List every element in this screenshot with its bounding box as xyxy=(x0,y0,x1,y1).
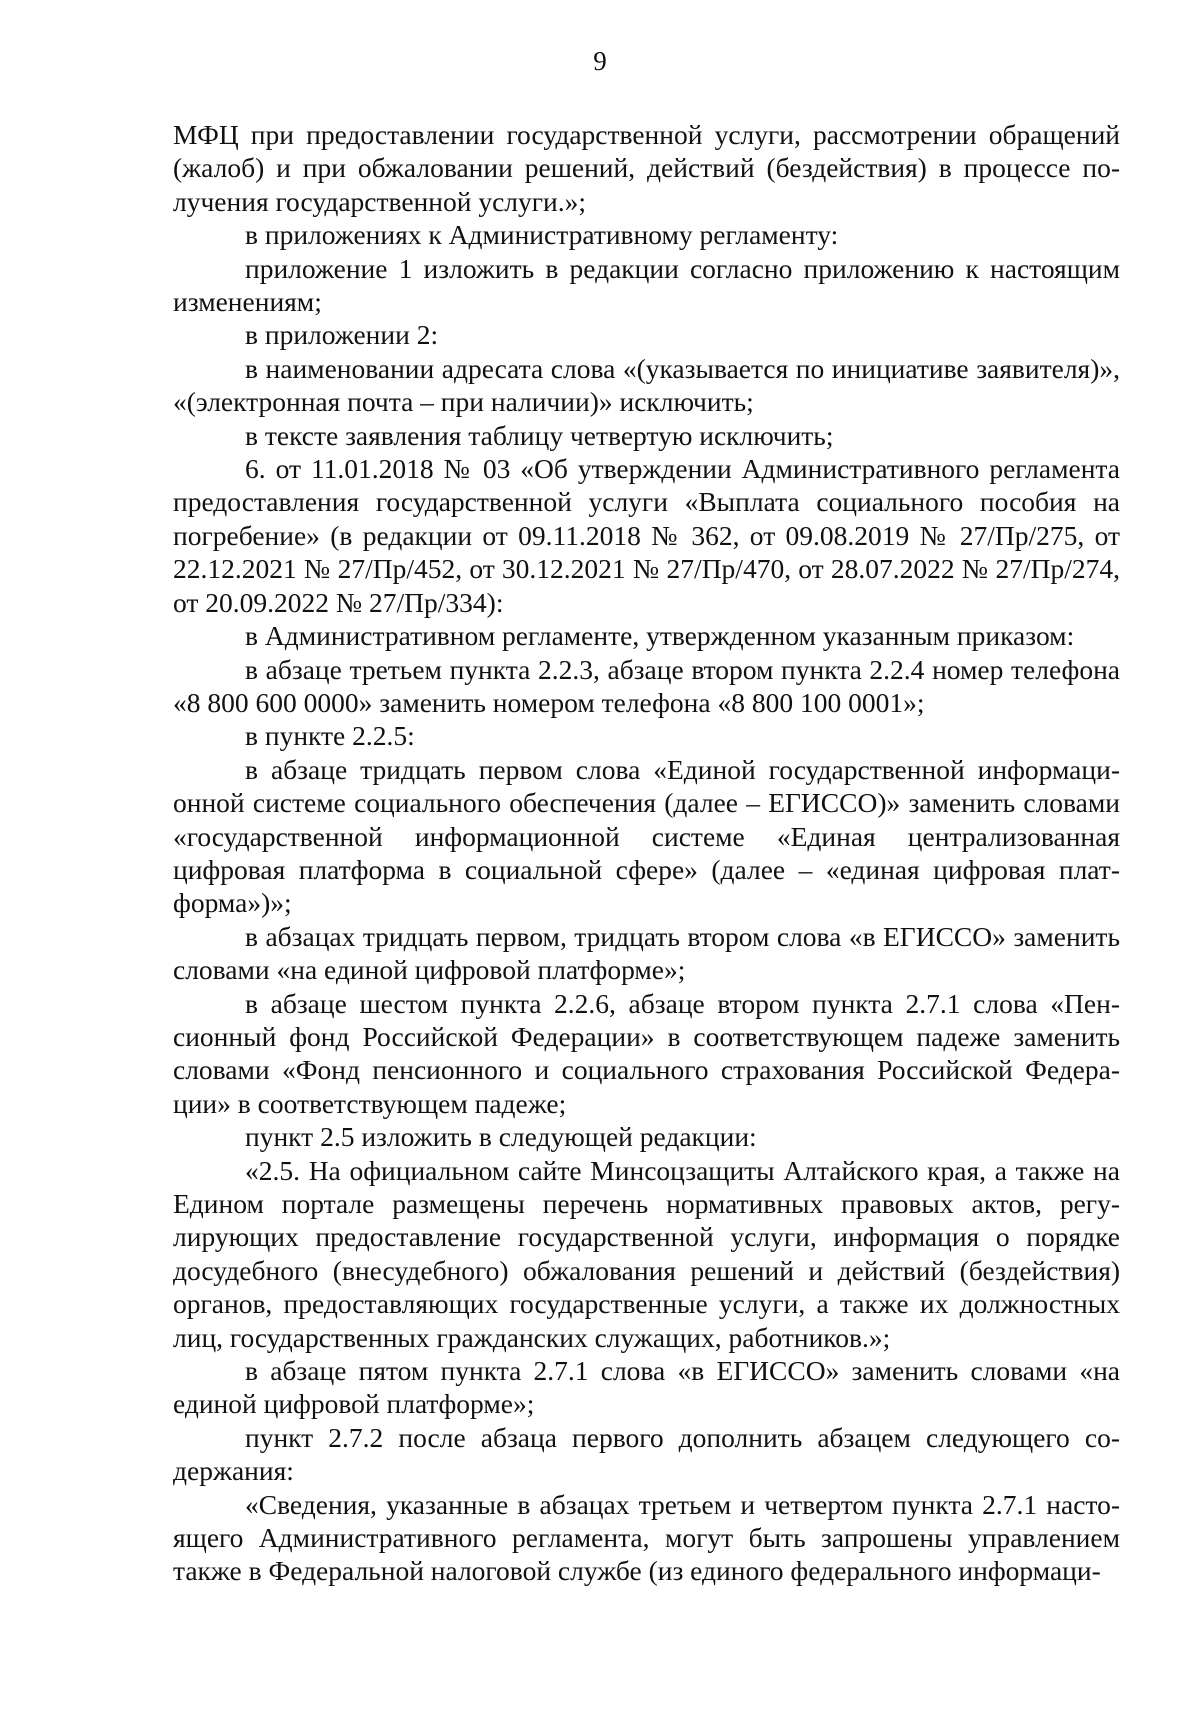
paragraph: в наименовании адресата слова «(указывается по инициативе заявителя)», «(электронная почта – при наличии)» исключить; xyxy=(173,352,1120,418)
page-number: 9 xyxy=(593,46,607,76)
paragraph: в абзаце тридцать первом слова «Единой государственной информационной системе социального обеспечения (далее – ЕГИССО)» заменить словами «государственной информационной системе «Единая централизованная цифровая платформа в социальной сфере» (далее – «единая цифровая платформа»)»; xyxy=(173,753,1120,919)
paragraph: МФЦ при предоставлении государственной услуги, рассмотрении обращений (жалоб) и при обжаловании решений, действий (бездействия) в процессе получения государственной услуги.»; xyxy=(173,119,1120,217)
paragraph: приложение 1 изложить в редакции согласно приложению к настоящим изменениям; xyxy=(173,252,1120,318)
paragraph: в абзацах тридцать первом, тридцать втором слова «в ЕГИССО» заменить словами «на единой цифровой платформе»; xyxy=(173,920,1120,986)
paragraph: в приложении 2: xyxy=(245,319,439,351)
paragraph: 6. от 11.01.2018 № 03 «Об утверждении Административного регламента предоставления государственной услуги «Выплата социального пособия на погребение» (в редакции от 09.11.2018 № 362, от 09.08.2019 № 27/Пр/275, от 22.12.2021 № 27/Пр/452, от 30.12.2021 № 27/Пр/470, от 28.07.2022 № 27/Пр/274, от 20.09.2022 № 27/Пр/334): xyxy=(173,453,1120,618)
paragraph: пункт 2.5 изложить в следующей редакции: xyxy=(245,1121,757,1153)
document-body xyxy=(173,118,1120,1588)
paragraph: в приложениях к Административному регламенту: xyxy=(245,219,839,251)
paragraph: в Административном регламенте, утвержденном указанным приказом: xyxy=(245,620,1075,652)
paragraph: «Сведения, указанные в абзацах третьем и четвертом пункта 2.7.1 настоящего Административного регламента, могут быть запрошены управлением также в Федеральной налоговой службе (из единого федерального информаци- xyxy=(173,1488,1120,1587)
paragraph: в тексте заявления таблицу четвертую исключить; xyxy=(245,419,834,451)
paragraph: в абзаце шестом пункта 2.2.6, абзаце втором пункта 2.7.1 слова «Пенсионный фонд Российской Федерации» в соответствующем падеже заменить словами «Фонд пенсионного и социального страхования Российской Федерации» в соответствующем падеже; xyxy=(173,987,1120,1119)
paragraph: пункт 2.7.2 после абзаца первого дополнить абзацем следующего содержания: xyxy=(173,1421,1120,1487)
paragraph: в пункте 2.2.5: xyxy=(245,720,415,752)
paragraph: в абзаце третьем пункта 2.2.3, абзаце втором пункта 2.2.4 номер телефона «8 800 600 0000» заменить номером телефона «8 800 100 0001»; xyxy=(173,653,1120,718)
paragraph: в абзаце пятом пункта 2.7.1 слова «в ЕГИССО» заменить словами «на единой цифровой платформе»; xyxy=(173,1355,1120,1420)
paragraph: «2.5. На официальном сайте Минсоцзащиты Алтайского края, а также на Едином портале размещены перечень нормативных правовых актов, регулирующих предоставление государственной услуги, информация о порядке досудебного (внесудебного) обжалования решений и действий (бездействия) органов, предоставляющих государственные услуги, а также их должностных лиц, государственных гражданских служащих, работников.»; xyxy=(173,1154,1120,1353)
